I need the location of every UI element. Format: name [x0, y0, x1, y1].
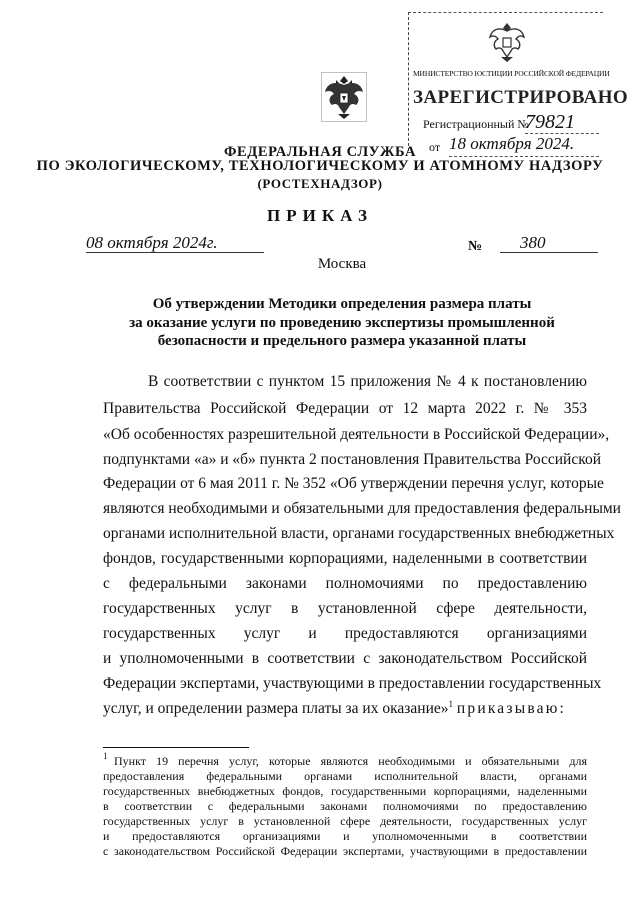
footnote-marker: 1 — [103, 751, 108, 761]
stamp-ministry: МИНИСТЕРСТВО ЮСТИЦИИ РОССИЙСКОЙ ФЕДЕРАЦИИ — [413, 69, 610, 78]
order-number: 380 — [520, 233, 546, 252]
body-line: Правительства Российской Федерации от 12 марта 2022 г. № 353 — [103, 400, 587, 417]
agency-name: ФЕДЕРАЛЬНАЯ СЛУЖБА — [223, 144, 417, 160]
footnote-separator — [103, 747, 249, 748]
footnote-reference: 1 — [448, 698, 453, 709]
stamp-date: 18 октября 2024. — [449, 134, 575, 153]
order-date: 08 октября 2024г. — [86, 233, 218, 252]
coat-of-arms-icon — [487, 19, 527, 63]
number-label: № — [468, 239, 483, 254]
document-type: ПРИКАЗ — [267, 206, 373, 225]
coat-of-arms-icon — [321, 72, 367, 122]
footnote-line: и предоставляются организациями и уполномоченными в соответствии — [103, 829, 587, 843]
footnote-line: государственных внебюджетных фондов, государственными корпорациями, наделенными — [103, 784, 587, 798]
body-line: с федеральными законами полномочиями по предоставлению — [103, 575, 587, 592]
footnote-line: государственных услуг в установленной сфере деятельности, государственных услуг — [103, 814, 587, 828]
footnote-line: в соответствии с федеральными законами полномочиями по предоставлению — [103, 799, 587, 813]
body-line: государственных услуг и предоставляются организациями — [103, 625, 587, 642]
document-title-line: безопасности и предельного размера указанной платы — [157, 333, 527, 349]
body-line: подпунктами «а» и «б» пункта 2 постановления Правительства Российской — [103, 451, 601, 468]
document-title-line: Об утверждении Методики определения размера платы — [152, 296, 532, 312]
body-line: государственных услуг в установленной сфере деятельности, — [103, 600, 587, 617]
stamp-date-prefix: от — [429, 140, 441, 154]
agency-abbreviation: (РОСТЕХНАДЗОР) — [257, 176, 383, 191]
stamp-reg-number-label: Регистрационный № — [423, 117, 529, 131]
body-line: Федерации от 6 мая 2011 г. № 352 «Об утверждении перечня услуг, которые — [103, 475, 604, 492]
body-line: органами исполнительной власти, органами государственных внебюджетных — [103, 525, 615, 542]
registration-stamp — [408, 12, 629, 154]
order-word: приказываю: — [456, 700, 567, 717]
date-underline — [86, 252, 264, 253]
body-line: являются необходимыми и обязательными для предоставления федеральными — [103, 500, 621, 517]
body-line: «Об особенностях разрешительной деятельности в Российской Федерации», — [103, 426, 610, 443]
footnote-line: Пункт 19 перечня услуг, которые являются необходимыми и обязательными для — [114, 754, 587, 768]
document-title-line: за оказание услуги по проведению экспертизы промышленной — [129, 315, 555, 331]
footnote-line: с законодательством Российской Федерации экспертами, участвующими в предоставлении — [103, 844, 587, 858]
stamp-reg-number: 79821 — [525, 111, 575, 133]
body-line: В соответствии с пунктом 15 приложения № 4 к постановлению — [148, 373, 587, 390]
footnote-line: предоставления федеральными органами исполнительной власти, органами — [103, 769, 587, 783]
body-last-line — [103, 700, 587, 718]
number-underline — [500, 252, 598, 253]
city: Москва — [317, 256, 367, 272]
body-line-text: услуг, и определении размера платы за их оказание» — [103, 700, 449, 717]
body-line: Федерации экспертами, участвующими в предоставлении государственных — [103, 675, 602, 692]
body-line: фондов, государственными корпорациями, наделенными в соответствии — [103, 550, 587, 567]
agency-name-full: ПО ЭКОЛОГИЧЕСКОМУ, ТЕХНОЛОГИЧЕСКОМУ И АТОМНОМУ НАДЗОРУ — [36, 158, 604, 174]
body-line: и уполномоченными в соответствии с законодательством Российской — [103, 650, 587, 667]
stamp-registered-label: ЗАРЕГИСТРИРОВАНО — [413, 87, 629, 108]
